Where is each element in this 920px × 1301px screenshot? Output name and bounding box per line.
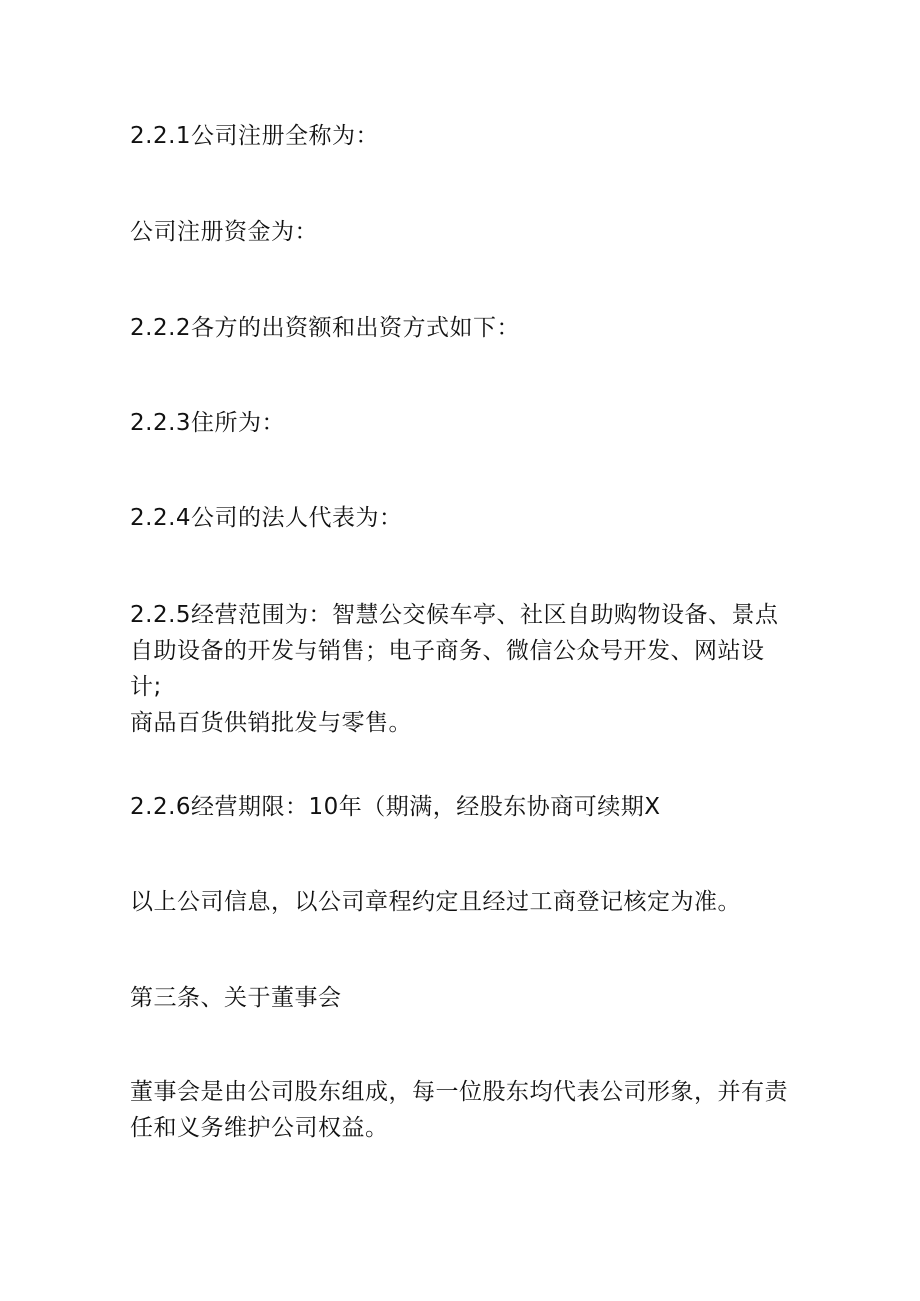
article-three-heading: 第三条、关于董事会 bbox=[130, 985, 342, 1011]
clause-2-2-4-legal-representative: 2.2.4公司的法人代表为： bbox=[130, 505, 403, 531]
registered-capital-line: 公司注册资金为： bbox=[130, 219, 318, 245]
clause-2-2-3-address: 2.2.3住所为： bbox=[130, 410, 286, 436]
clause-2-2-5-business-scope: 2.2.5经营范围为：智慧公交候车亭、社区自助购物设备、景点 自助设备的开发与销售；电子商务、微信公众号开发、网站设计; 商品百货供销批发与零售。 bbox=[130, 602, 779, 736]
board-of-directors-paragraph: 董事会是由公司股东组成，每一位股东均代表公司形象，并有责 任和义务维护公司权益。 bbox=[130, 1079, 788, 1141]
company-info-note: 以上公司信息，以公司章程约定且经过工商登记核定为准。 bbox=[130, 889, 741, 915]
clause-2-2-2-capital-contribution: 2.2.2各方的出资额和出资方式如下： bbox=[130, 315, 521, 341]
clause-2-2-1-registered-name: 2.2.1公司注册全称为： bbox=[130, 123, 380, 149]
clause-2-2-6-business-term: 2.2.6经营期限：10年（期满，经股东协商可续期X bbox=[130, 794, 661, 820]
